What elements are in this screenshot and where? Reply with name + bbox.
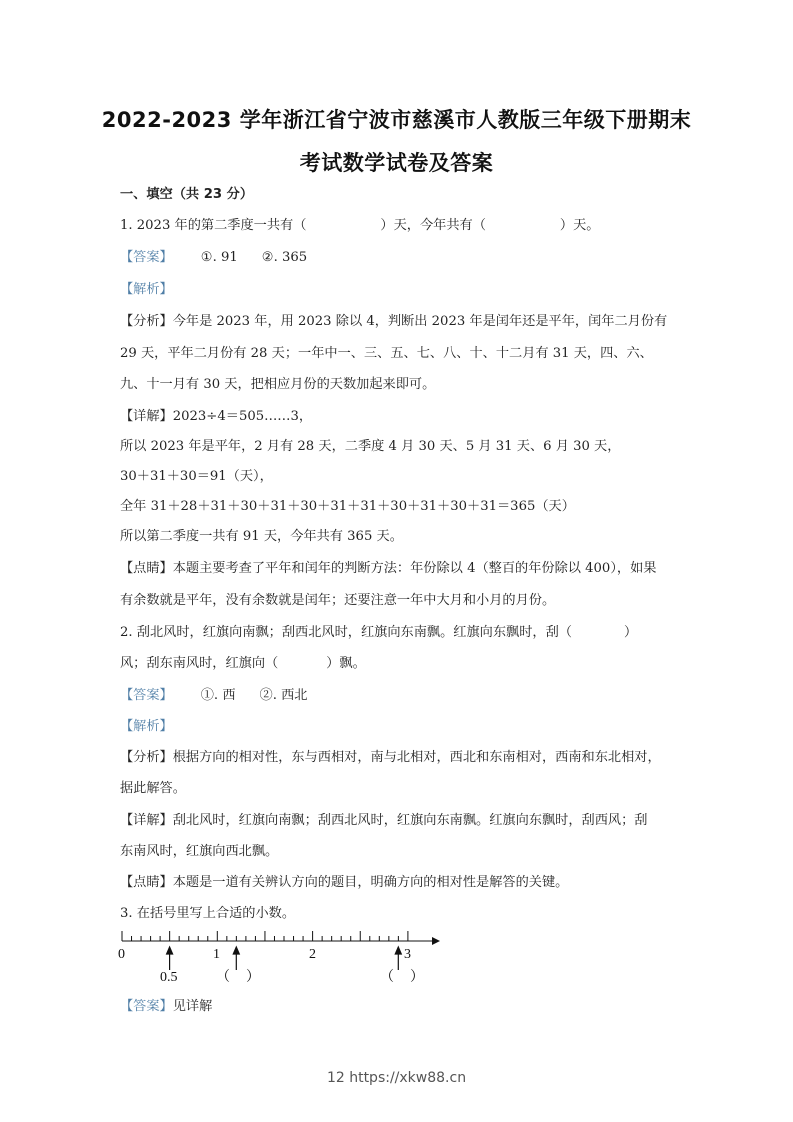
xiangjie-text: 刮北风时，红旗向南飘；刮西北风时，红旗向东南飘。红旗向东飘时，刮西风；刮: [172, 813, 648, 828]
dianjing-line: 有余数就是平年，没有余数就是闰年；还要注意一年中大月和小月的月份。: [120, 593, 556, 608]
dianjing-tag: 【点睛】: [120, 561, 173, 576]
question-3: 3. 在括号里写上合适的小数。: [120, 906, 296, 921]
xiangjie-line: 所以 2023 年是平年，2 月有 28 天，二季度 4 月 30 天、5 月 31 天、6 月 30 天，: [120, 439, 621, 454]
fenxi-line: 九、十一月有 30 天，把相应月份的天数加起来即可。: [120, 377, 436, 392]
xiangjie-line: 所以第二季度一共有 91 天，今年共有 365 天。: [120, 529, 403, 544]
document-title-line1: 2022-2023 学年浙江省宁波市慈溪市人教版三年级下册期末: [101, 108, 692, 132]
question-2-text-c: 风；刮东南风时，红旗向（: [120, 656, 279, 671]
answer-value: ②. 西北: [259, 688, 308, 703]
fenxi-text: 根据方向的相对性，东与西相对，南与北相对，西北和东南相对，西南和东北相对，: [172, 750, 661, 765]
fenxi-tag: 【分析】: [120, 750, 173, 765]
question-1-text-c: ）天。: [559, 218, 600, 233]
section-heading: 一、填空（共 23 分）: [120, 187, 254, 202]
fenxi-line: [120, 749, 661, 767]
question-1-answer: [120, 249, 307, 267]
question-2: [120, 624, 637, 642]
number-line-figure: [110, 928, 450, 988]
axis-label-0: 0: [118, 947, 125, 962]
answer-value: ①. 91: [200, 250, 238, 265]
dianjing-line: [120, 874, 568, 892]
axis-label-1: 1: [213, 947, 220, 962]
question-1: [120, 217, 599, 235]
question-2-cont: [120, 655, 366, 673]
question-2-answer: [120, 687, 307, 705]
answer-tag: 【答案】: [120, 688, 173, 703]
answer-value: 见详解: [172, 999, 213, 1014]
answer-value: ②. 365: [261, 250, 308, 265]
xiangjie-line: [120, 408, 312, 426]
question-2-text-b: ）: [623, 625, 638, 640]
dianjing-line: [120, 560, 656, 578]
xiangjie-line: 东南风时，红旗向西北飘。: [120, 844, 279, 859]
blank-left: （: [380, 970, 394, 985]
analysis-tag: 【解析】: [120, 282, 173, 297]
axis-label-3: 3: [404, 947, 411, 962]
axis-label-2: 2: [309, 947, 316, 962]
blank-right: ）: [246, 970, 260, 985]
blank-left: （: [216, 970, 230, 985]
arrow-label-given: 0.5: [160, 970, 178, 985]
fenxi-line: 29 天，平年二月份有 28 天；一年中一、三、五、七、八、十、十二月有 31 天，四、六、: [120, 346, 653, 361]
analysis-tag: 【解析】: [120, 719, 173, 734]
question-3-answer: [120, 998, 212, 1016]
fenxi-text: 今年是 2023 年，用 2023 除以 4，判断出 2023 年是闰年还是平年，闰年二月份有: [172, 314, 668, 329]
fenxi-tag: 【分析】: [120, 314, 173, 329]
question-1-text-b: ）天，今年共有（: [380, 218, 486, 233]
fenxi-line: 据此解答。: [120, 781, 186, 796]
dianjing-text: 本题主要考查了平年和闰年的判断方法：年份除以 4（整百的年份除以 400），如果: [172, 561, 657, 576]
blank-right: ）: [410, 970, 424, 985]
document-title-line2: 考试数学试卷及答案: [299, 151, 494, 175]
fenxi-line: [120, 313, 667, 331]
question-1-text-a: 1. 2023 年的第二季度一共有（: [120, 218, 307, 233]
answer-tag: 【答案】: [120, 250, 173, 265]
xiangjie-line: 全年 31＋28＋31＋30＋31＋30＋31＋31＋30＋31＋30＋31＝365（天）: [120, 499, 575, 514]
xiangjie-line: 30＋31＋30＝91（天），: [120, 469, 273, 484]
answer-tag: 【答案】: [120, 999, 173, 1014]
question-2-text-a: 2. 刮北风时，红旗向南飘；刮西北风时，红旗向东南飘。红旗向东飘时，刮（: [120, 625, 572, 640]
answer-value: ①. 西: [200, 688, 236, 703]
page-footer: 12 https://xkw88.cn: [326, 1070, 467, 1086]
xiangjie-text: 2023÷4＝505……3，: [172, 409, 313, 424]
dianjing-text: 本题是一道有关辨认方向的题目，明确方向的相对性是解答的关键。: [172, 875, 569, 890]
xiangjie-line: [120, 812, 648, 830]
dianjing-tag: 【点睛】: [120, 875, 173, 890]
xiangjie-tag: 【详解】: [120, 813, 173, 828]
question-2-text-d: ）飘。: [326, 656, 366, 671]
xiangjie-tag: 【详解】: [120, 409, 173, 424]
